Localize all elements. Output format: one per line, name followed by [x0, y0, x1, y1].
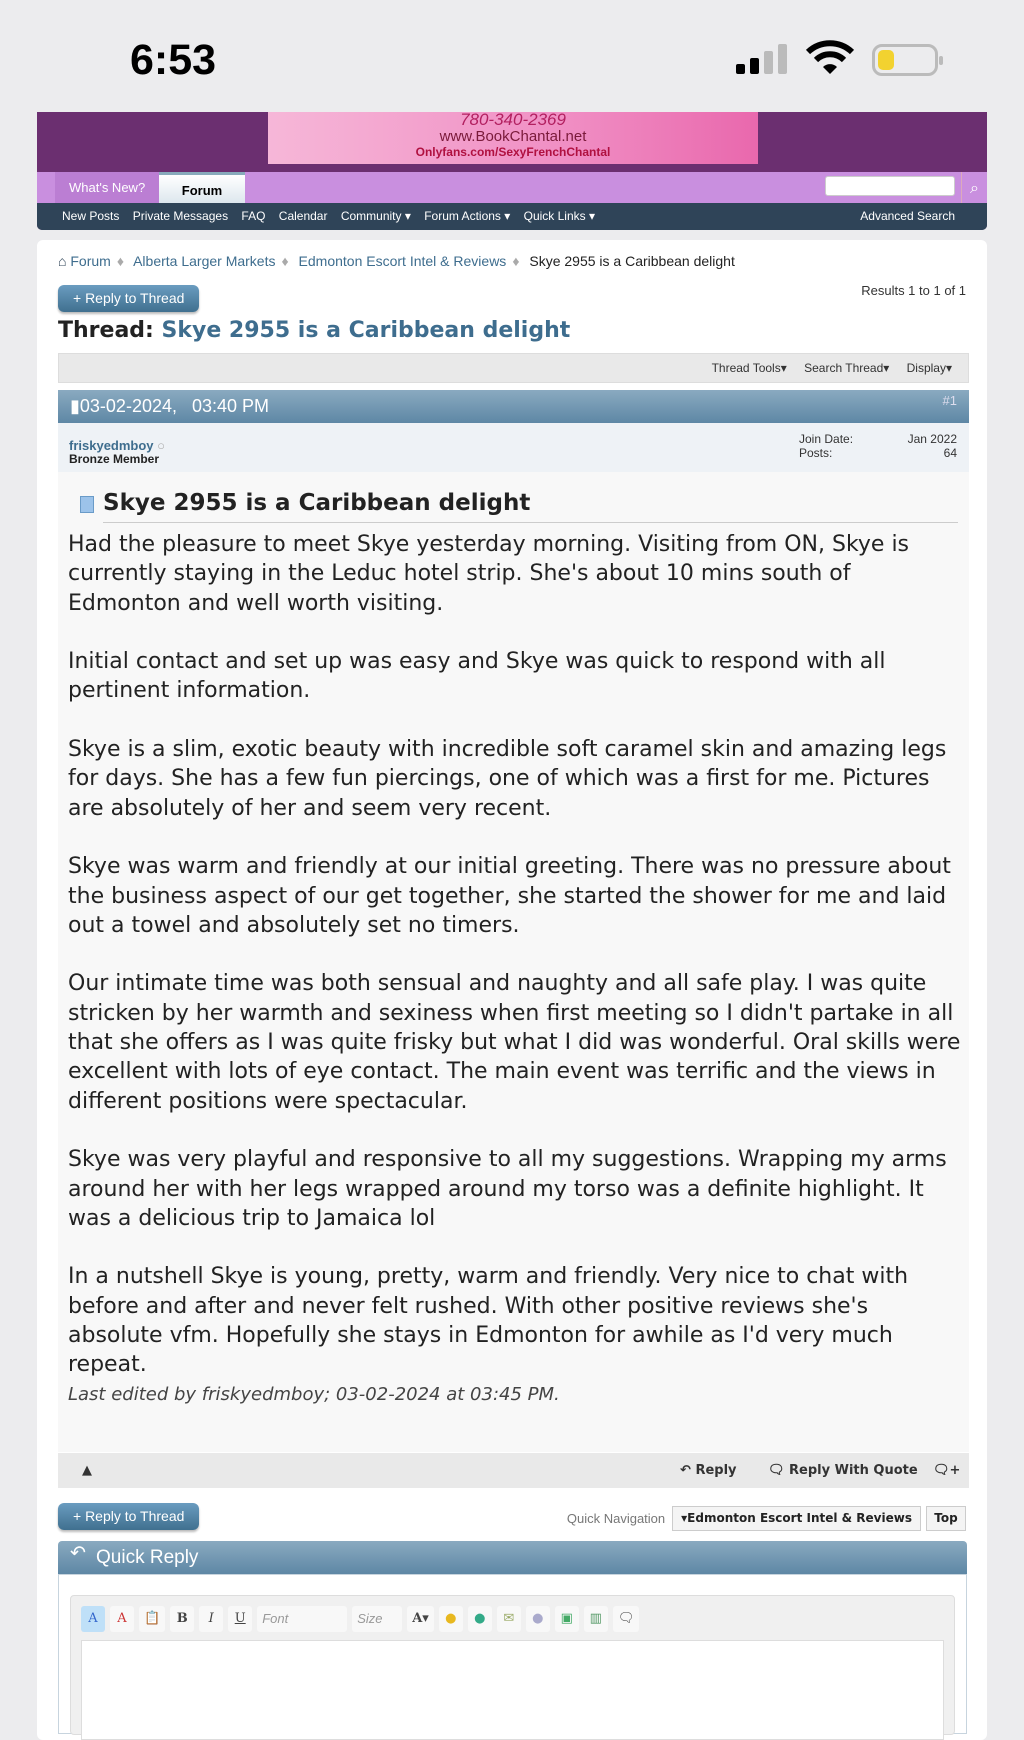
reply-arrow-icon: ↶	[680, 1463, 691, 1478]
nav-quick-links[interactable]: Quick Links ▾	[523, 209, 596, 223]
nav-forum-actions[interactable]: Forum Actions ▾	[424, 209, 511, 223]
nav-faq[interactable]: FAQ	[241, 209, 266, 223]
wysiwyg-toggle-icon[interactable]: A	[81, 1606, 105, 1632]
breadcrumb-forum[interactable]: Forum	[70, 253, 111, 269]
reply-to-thread-button-bottom[interactable]: + Reply to Thread	[58, 1503, 199, 1530]
user-info	[58, 423, 969, 472]
user-rank: Bronze Member	[69, 452, 160, 466]
search-input[interactable]	[825, 176, 955, 196]
post-paragraph: In a nutshell Skye is young, pretty, warm and friendly. Very nice to chat with before and after and never felt rushed. With other positive reviews she's absolute vfm. Hopefully she stays in Edmonton for awhile as I'd very much repeat.	[68, 1264, 909, 1378]
nav-community[interactable]: Community ▾	[340, 209, 411, 223]
thread-toolbar	[58, 353, 969, 383]
battery-icon	[872, 44, 938, 76]
post-paragraph: Had the pleasure to meet Skye yesterday morning. Visiting from ON, Skye is currently staying in the Leduc hotel strip. She's about 10 mins south of Edmonton and well worth visiting.	[68, 532, 910, 616]
post-paragraph: Our intimate time was both sensual and naughty and all safe play. I was quite stricken by her warmth and sexiness when first meeting so I didn't partake in all that she offers as I was quite frisky but what I did was wonderful. Oral skills were excellent with lots of eye contact. The main event was terrific and the views in different positions were spectacular.	[68, 971, 961, 1114]
post-paragraph: Skye is a slim, exotic beauty with incredible soft caramel skin and amazing legs for days. She has a few fun piercings, one of which was a first for me. Pictures are absolutely of her and seem very recent.	[68, 737, 947, 821]
unlink-icon[interactable]: ●	[526, 1606, 550, 1632]
display-menu[interactable]: Display▾	[906, 361, 952, 375]
image-icon[interactable]: ▣	[555, 1606, 579, 1632]
post-paragraph: Skye was very playful and responsive to all my suggestions. Wrapping my arms around her with her legs wrapped around my torso was a definite highlight. It was a delicious trip to Jamaica lol	[68, 1147, 947, 1231]
quick-navigation-label: Quick Navigation	[566, 1511, 666, 1526]
wifi-icon	[805, 40, 855, 76]
tab-forum[interactable]: Forum	[159, 172, 245, 203]
ad-banner[interactable]	[268, 112, 758, 164]
advanced-search-link[interactable]: Advanced Search	[860, 209, 955, 223]
editor-toolbar	[81, 1606, 639, 1632]
join-date-label: Join Date:	[799, 432, 854, 446]
quick-reply-header	[58, 1541, 967, 1574]
bold-icon[interactable]: B	[170, 1606, 194, 1632]
tab-whats-new[interactable]: What's New?	[55, 172, 159, 203]
reply-label: Reply	[695, 1463, 737, 1478]
email-icon[interactable]: ✉	[497, 1606, 521, 1632]
reply-button[interactable]	[680, 1453, 737, 1488]
banner-phone: 780-340-2369	[460, 112, 566, 129]
search-icon[interactable]: ⌕	[961, 172, 987, 203]
nav-bar	[37, 203, 987, 230]
remove-format-icon[interactable]: A	[110, 1606, 134, 1632]
posts-label: Posts:	[799, 446, 833, 460]
breadcrumb-alberta[interactable]: Alberta Larger Markets	[133, 253, 276, 269]
post-content	[68, 530, 968, 1405]
forum-header	[37, 112, 987, 230]
search-thread-menu[interactable]: Search Thread▾	[804, 361, 890, 375]
quick-navigation	[567, 1506, 966, 1531]
smiley-icon[interactable]: ●	[439, 1606, 463, 1632]
user-stats	[799, 432, 957, 460]
post-header	[58, 390, 969, 423]
video-icon[interactable]: ▥	[584, 1606, 608, 1632]
post-number-link[interactable]: #1	[942, 393, 957, 408]
quote-icon[interactable]: 🗨	[613, 1606, 640, 1632]
post-time: 03:40 PM	[192, 396, 270, 416]
report-warning-icon[interactable]: ▲	[82, 1463, 92, 1478]
text-color-icon[interactable]: A▾	[407, 1606, 434, 1632]
breadcrumb-separator-icon: ♦	[281, 253, 289, 269]
reply-with-quote-label: Reply With Quote	[789, 1463, 918, 1478]
results-count: Results 1 to 1 of 1	[861, 283, 966, 298]
last-edited-note: Last edited by friskyedmboy; 03-02-2024 at 03:45 PM.	[68, 1383, 560, 1405]
nav-private-messages[interactable]: Private Messages	[132, 209, 229, 223]
breadcrumb-separator-icon: ♦	[512, 253, 520, 269]
posts-count: 64	[943, 446, 957, 460]
thread-tools-menu[interactable]: Thread Tools▾	[711, 361, 787, 375]
document-icon	[80, 496, 94, 513]
tab-bar	[37, 172, 987, 203]
offline-status-icon: ○	[157, 438, 166, 453]
breadcrumb-edmonton[interactable]: Edmonton Escort Intel & Reviews	[298, 253, 507, 269]
top-button[interactable]: Top	[926, 1506, 966, 1531]
italic-icon[interactable]: I	[199, 1606, 223, 1632]
cellular-signal-icon	[736, 44, 787, 74]
post-paragraph: Initial contact and set up was easy and Skye was quick to respond with all pertinent information.	[68, 649, 886, 704]
paste-icon[interactable]: 📋	[139, 1606, 165, 1632]
username: friskyedmboy	[69, 438, 154, 453]
message-textarea[interactable]	[81, 1640, 944, 1740]
reply-arrow-icon: ↶	[70, 1543, 86, 1564]
reply-to-thread-button[interactable]: + Reply to Thread	[58, 285, 199, 312]
post-date: 03-02-2024,	[79, 396, 177, 416]
banner-onlyfans: Onlyfans.com/SexyFrenchChantal	[415, 145, 611, 159]
status-time: 6:53	[130, 36, 217, 84]
breadcrumb	[58, 253, 735, 269]
post-footer	[58, 1453, 969, 1488]
post-paragraph: Skye was warm and friendly at our initial greeting. There was no pressure about the business aspect of our get together, she started the shower for me and laid out a towel and absolutely set no timers.	[68, 854, 951, 938]
size-select[interactable]: Size	[352, 1606, 402, 1632]
home-icon[interactable]: ⌂	[58, 253, 67, 269]
quote-icon: 🗨	[768, 1463, 785, 1478]
post-icon: ▮	[70, 396, 80, 416]
link-icon[interactable]: ●	[468, 1606, 492, 1632]
page-title	[58, 318, 570, 343]
underline-icon[interactable]: U	[228, 1606, 252, 1632]
editor	[70, 1595, 955, 1735]
thread-title-link[interactable]: Skye 2955 is a Caribbean delight	[161, 318, 571, 343]
quick-navigation-select[interactable]: ▾Edmonton Escort Intel & Reviews	[672, 1506, 921, 1531]
post-body	[58, 472, 969, 1452]
quick-reply-title: Quick Reply	[96, 1547, 199, 1568]
breadcrumb-current: Skye 2955 is a Caribbean delight	[529, 253, 735, 269]
join-date: Jan 2022	[907, 432, 957, 446]
banner-site: www.BookChantal.net	[439, 128, 587, 145]
nav-new-posts[interactable]: New Posts	[62, 209, 120, 223]
post-title: Skye 2955 is a Caribbean delight	[103, 490, 958, 523]
breadcrumb-separator-icon: ♦	[116, 253, 124, 269]
reply-with-quote-button[interactable]	[768, 1453, 918, 1488]
nav-calendar[interactable]: Calendar	[278, 209, 328, 223]
thread-label: Thread:	[58, 318, 154, 343]
username-link[interactable]	[69, 438, 165, 453]
multi-quote-icon[interactable]: 🗨+	[933, 1463, 961, 1478]
font-select[interactable]: Font	[257, 1606, 347, 1632]
